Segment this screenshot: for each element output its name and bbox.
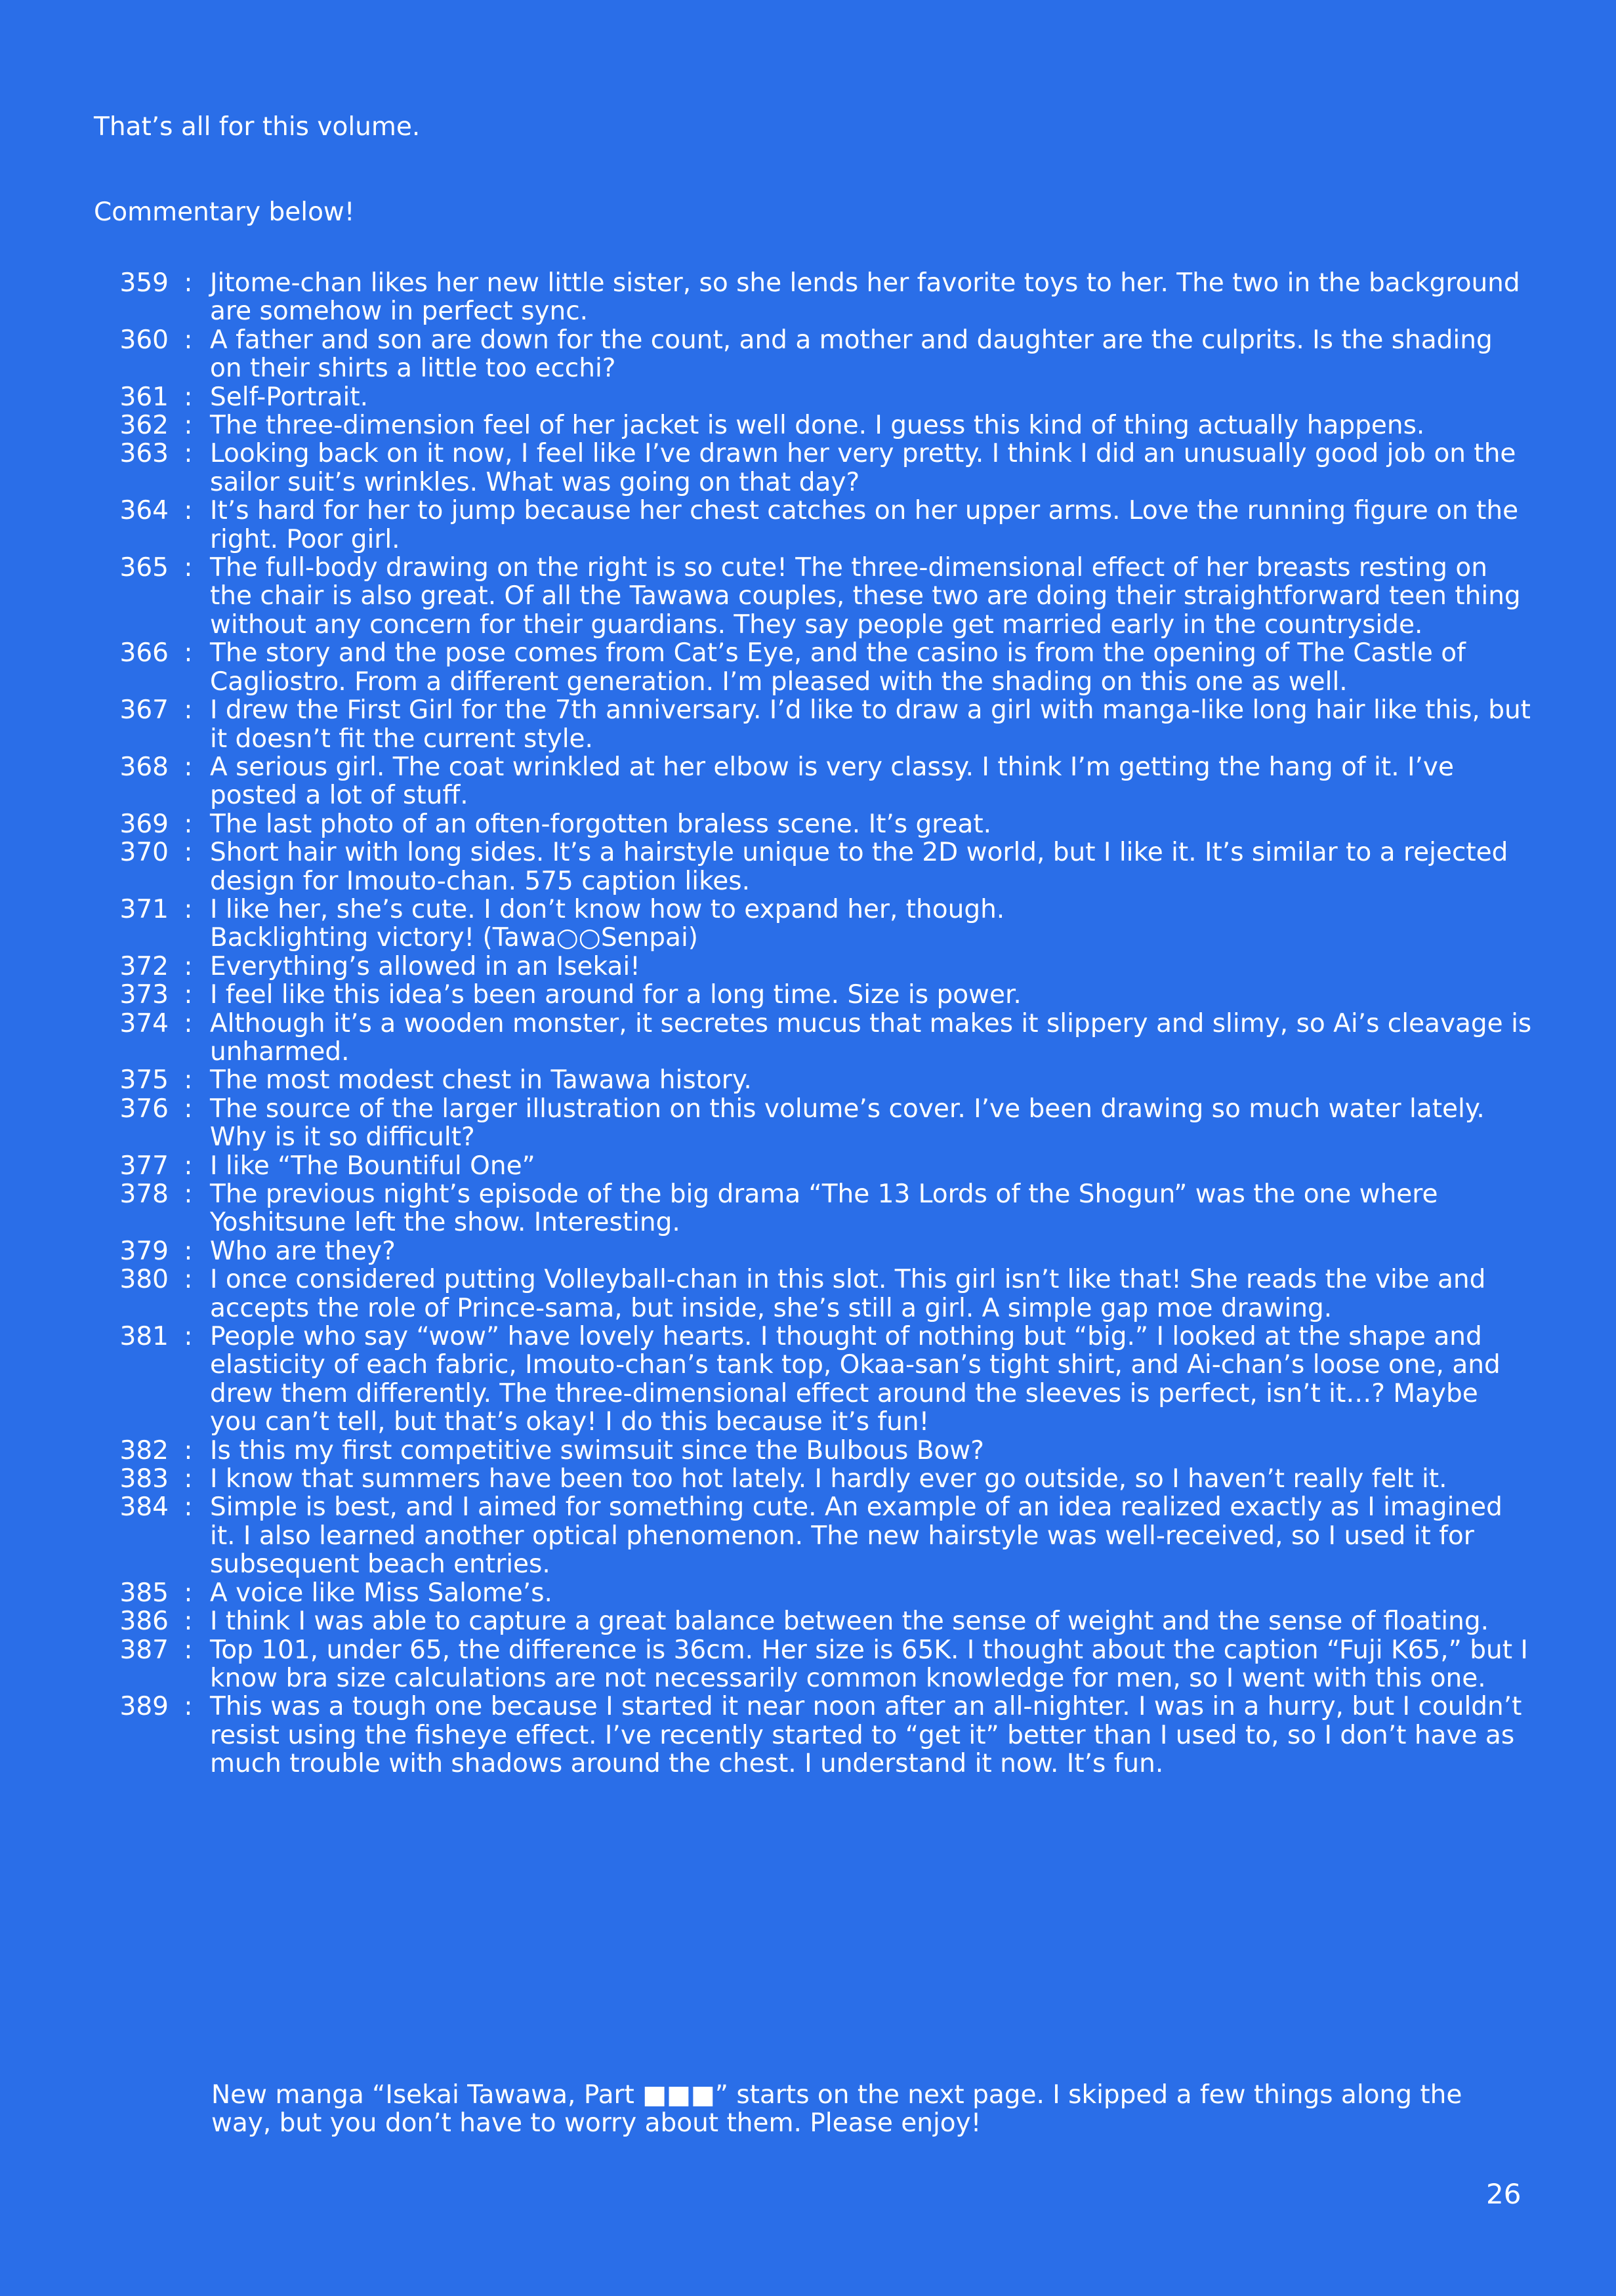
entry-text: Everything’s allowed in an Isekai! [210, 951, 640, 981]
entry-text: A serious girl. The coat wrinkled at her elbow is very classy. I think I’m getting the hang of it. I’ve posted a lot of stuff. [210, 752, 1454, 811]
entry-separator: : [184, 638, 193, 668]
entry-text: The last photo of an often-forgotten braless scene. It’s great. [210, 809, 992, 839]
commentary-entry [95, 269, 1532, 326]
entry-text: The previous night’s episode of the big drama “The 13 Lords of the Shogun” was the one where Yoshitsune left the show. Interesting. [210, 1179, 1438, 1238]
entry-number: 386 [119, 1607, 169, 1637]
entry-number: 361 [119, 382, 169, 412]
commentary-entry [95, 895, 1532, 953]
commentary-entry [95, 1066, 1532, 1094]
entry-text: This was a tough one because I started it near noon after an all-nighter. I was in a hurry, but I couldn’t resist using the fisheye effect. I’ve recently started to “get it” better than I used to, so I don’t have as much trouble with shadows around the chest. I understand it now. It’s fun. [210, 1692, 1522, 1779]
entry-text: I like “The Bountiful One” [210, 1151, 535, 1181]
entry-text: A voice like Miss Salome’s. [210, 1578, 552, 1608]
entry-number: 387 [119, 1635, 169, 1665]
entry-separator: : [184, 1492, 193, 1523]
commentary-entry [95, 1579, 1532, 1607]
entry-number: 378 [119, 1179, 169, 1209]
commentary-entry [95, 440, 1532, 497]
entry-separator: : [184, 439, 193, 469]
entry-text: The source of the larger illustration on this volume’s cover. I’ve been drawing so much water lately. Why is it so difficult? [210, 1094, 1485, 1153]
entry-number: 367 [119, 695, 169, 726]
commentary-entry [95, 411, 1532, 440]
entry-separator: : [184, 1322, 193, 1352]
entry-text: Although it’s a wooden monster, it secretes mucus that makes it slippery and slimy, so Ai’s cleavage is unharmed. [210, 1008, 1532, 1067]
commentary-entry [95, 1265, 1532, 1322]
commentary-entry [95, 696, 1532, 753]
entry-text: The full-body drawing on the right is so cute! The three-dimensional effect of her breasts resting on the chair is also great. Of all the Tawawa couples, these two are doing their straightforward teen thing without any concern for their guardians. They say people get married early in the countryside. [210, 553, 1521, 640]
entry-separator: : [184, 894, 193, 924]
entry-text: Looking back on it now, I feel like I’ve drawn her very pretty. I think I did an unusually good job on the sailor suit’s wrinkles. What was going on that day? [210, 439, 1516, 497]
entry-text: The story and the pose comes from Cat’s Eye, and the casino is from the opening of The Castle of Cagliostro. From a different generation. I’m pleased with the shading on this one as well. [210, 638, 1466, 697]
entry-number: 363 [119, 439, 169, 469]
entry-text: Top 101, under 65, the difference is 36cm. Her size is 65K. I thought about the caption “Fuji K65,” but I know bra size calculations are not necessarily common knowledge for men, so I went with this one. [210, 1635, 1528, 1693]
commentary-entry [95, 953, 1532, 981]
commentary-entry [95, 753, 1532, 810]
commentary-entry [95, 1437, 1532, 1465]
entry-number: 372 [119, 951, 169, 981]
entry-separator: : [184, 1435, 193, 1466]
entry-number: 365 [119, 553, 169, 583]
entry-text: Short hair with long sides. It’s a hairstyle unique to the 2D world, but I like it. It’s similar to a rejected design for Imouto-chan. 575 caption likes. [210, 838, 1508, 896]
entry-text: Jitome-chan likes her new little sister, so she lends her favorite toys to her. The two in the background are somehow in perfect sync. [210, 268, 1520, 327]
entry-text: Who are they? [210, 1236, 396, 1266]
commentary-entry [95, 1010, 1532, 1067]
entry-text: It’s hard for her to jump because her chest catches on her upper arms. Love the running figure on the right. Poor girl. [210, 496, 1519, 554]
entry-number: 364 [119, 496, 169, 526]
entry-number: 382 [119, 1435, 169, 1466]
commentary-entry [95, 981, 1532, 1009]
commentary-entry [95, 1237, 1532, 1265]
entry-number: 385 [119, 1578, 169, 1608]
entry-separator: : [184, 1008, 193, 1038]
entry-text: People who say “wow” have lovely hearts. I thought of nothing but “big.” I looked at the shape and elasticity of each fabric, Imouto-chan’s tank top, Okaa-san’s tight shirt, and Ai-chan’s loose one, and drew them differently. The three-dimensional effect around the sleeves is perfect, isn’t it…? Maybe you can’t tell, but that’s okay! I do this because it’s fun! [210, 1322, 1501, 1437]
entry-separator: : [184, 1578, 193, 1608]
entry-text: I like her, she’s cute. I don’t know how to expand her, though. Backlighting victory! (Tawa○○Senpai) [210, 894, 1005, 953]
entry-number: 368 [119, 752, 169, 782]
entry-number: 375 [119, 1065, 169, 1096]
entry-text: A father and son are down for the count, and a mother and daughter are the culprits. Is the shading on their shirts a little too ecchi? [210, 325, 1493, 384]
entry-separator: : [184, 980, 193, 1010]
commentary-entry [95, 1322, 1532, 1437]
commentary-entry [95, 1607, 1532, 1635]
entry-separator: : [184, 382, 193, 412]
entry-number: 381 [119, 1322, 169, 1352]
entry-text: I once considered putting Volleyball-chan in this slot. This girl isn’t like that! She reads the vibe and accepts the role of Prince-sama, but inside, she’s still a girl. A simple gap moe drawing. [210, 1265, 1486, 1323]
commentary-entry [95, 838, 1532, 895]
entry-separator: : [184, 809, 193, 839]
commentary-entry [95, 810, 1532, 838]
entry-separator: : [184, 752, 193, 782]
intro-line: That’s all for this volume. [94, 112, 421, 142]
entry-separator: : [184, 1635, 193, 1665]
entry-separator: : [184, 1151, 193, 1181]
entry-number: 374 [119, 1008, 169, 1038]
closing-note: New manga “Isekai Tawawa, Part ■■■” starts on the next page. I skipped a few things along the way, but you don’t have to worry about them. Please enjoy! [211, 2080, 1462, 2139]
entry-text: I think I was able to capture a great balance between the sense of weight and the sense of floating. [210, 1607, 1489, 1637]
commentary-entry [95, 554, 1532, 639]
entry-number: 377 [119, 1151, 169, 1181]
entry-number: 362 [119, 411, 169, 441]
entry-separator: : [184, 325, 193, 355]
entry-text: I drew the First Girl for the 7th anniversary. I’d like to draw a girl with manga-like long hair like this, but it doesn’t fit the current style. [210, 695, 1531, 754]
entry-number: 359 [119, 268, 169, 298]
commentary-list [95, 269, 1532, 1778]
commentary-entry [95, 1493, 1532, 1578]
commentary-entry [95, 326, 1532, 383]
entry-number: 376 [119, 1094, 169, 1124]
entry-number: 379 [119, 1236, 169, 1266]
entry-separator: : [184, 268, 193, 298]
entry-separator: : [184, 496, 193, 526]
entry-separator: : [184, 1236, 193, 1266]
entry-text: The three-dimension feel of her jacket is well done. I guess this kind of thing actually happens. [210, 411, 1425, 441]
entry-separator: : [184, 1094, 193, 1124]
entry-number: 389 [119, 1692, 169, 1722]
entry-text: I know that summers have been too hot lately. I hardly ever go outside, so I haven’t really felt it. [210, 1464, 1447, 1494]
commentary-entry [95, 1636, 1532, 1693]
entry-text: I feel like this idea’s been around for a long time. Size is power. [210, 980, 1022, 1010]
entry-text: The most modest chest in Tawawa history. [210, 1065, 752, 1096]
commentary-entry [95, 1692, 1532, 1778]
entry-separator: : [184, 411, 193, 441]
commentary-entry [95, 1465, 1532, 1493]
entry-number: 383 [119, 1464, 169, 1494]
entry-text: Self-Portrait. [210, 382, 369, 412]
entry-text: Simple is best, and I aimed for something cute. An example of an idea realized exactly as I imagined it. I also learned another optical phenomenon. The new hairstyle was well-received, so I used it for subsequent beach entries. [210, 1492, 1502, 1580]
entry-number: 371 [119, 894, 169, 924]
entry-number: 360 [119, 325, 169, 355]
commentary-entry [95, 1095, 1532, 1152]
entry-separator: : [184, 1692, 193, 1722]
entry-number: 369 [119, 809, 169, 839]
entry-separator: : [184, 951, 193, 981]
entry-separator: : [184, 695, 193, 726]
entry-number: 366 [119, 638, 169, 668]
entry-separator: : [184, 553, 193, 583]
commentary-entry [95, 497, 1532, 554]
entry-separator: : [184, 1607, 193, 1637]
entry-separator: : [184, 838, 193, 868]
commentary-heading: Commentary below! [94, 197, 355, 227]
commentary-entry [95, 639, 1532, 696]
entry-number: 373 [119, 980, 169, 1010]
commentary-entry [95, 383, 1532, 411]
entry-separator: : [184, 1464, 193, 1494]
commentary-entry [95, 1180, 1532, 1237]
entry-text: Is this my first competitive swimsuit since the Bulbous Bow? [210, 1435, 984, 1466]
entry-separator: : [184, 1065, 193, 1096]
entry-number: 384 [119, 1492, 169, 1523]
entry-number: 370 [119, 838, 169, 868]
entry-separator: : [184, 1179, 193, 1209]
page-number: 26 [1486, 2178, 1522, 2210]
entry-number: 380 [119, 1265, 169, 1295]
commentary-entry [95, 1152, 1532, 1180]
entry-separator: : [184, 1265, 193, 1295]
